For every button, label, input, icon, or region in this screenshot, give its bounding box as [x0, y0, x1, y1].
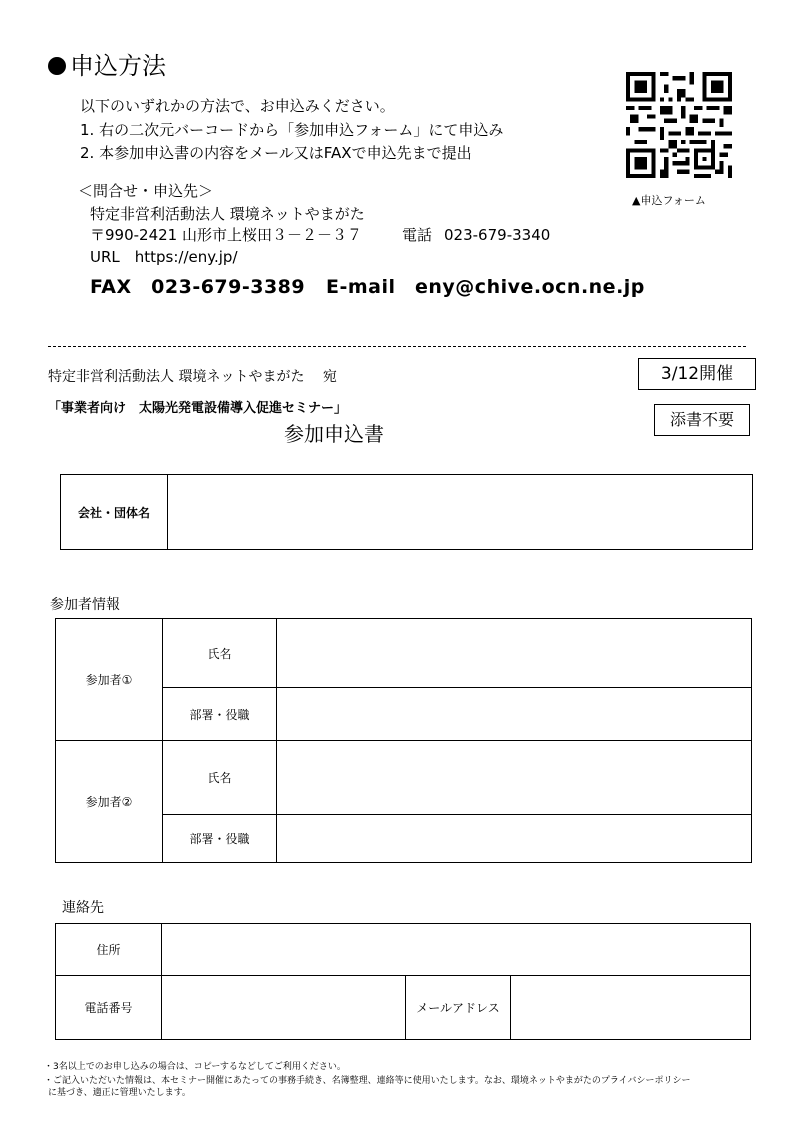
bullet-dot-icon: [48, 57, 66, 75]
participant-1-name-field[interactable]: [277, 619, 752, 688]
qr-caption: ▲申込フォーム: [632, 194, 706, 207]
company-table: [60, 474, 753, 550]
contact-phone: 023-679-3340: [444, 226, 551, 244]
participants-heading: 参加者情報: [50, 597, 120, 613]
note-privacy-cont: に基づき、適正に管理いたします。: [48, 1088, 191, 1098]
form-addressee: 特定非営利活動法人 環境ネットやまがた 宛: [48, 369, 337, 385]
contact-info-table: [55, 923, 751, 1040]
contact-fax: FAX 023-679-3389: [90, 276, 306, 298]
contact-heading: ＜問合せ・申込先＞: [78, 182, 214, 200]
cover-letter-badge: 添書不要: [654, 404, 750, 436]
contact-url[interactable]: URL https://eny.jp/: [90, 248, 238, 266]
seminar-name: 「事業者向け 太陽光発電設備導入促進セミナー」: [48, 401, 348, 416]
phone-number-field[interactable]: [162, 976, 406, 1040]
contact-address: 〒990-2421 山形市上桜田３－２－３７ 電話 023-679-3340: [90, 226, 551, 244]
participant-1-dept-label: 部署・役職: [163, 688, 277, 741]
company-name-field[interactable]: [168, 475, 753, 550]
participants-table: [55, 618, 752, 863]
cut-line-divider: [48, 346, 746, 347]
email-address-label: メールアドレス: [406, 976, 511, 1040]
note-copy: ・3名以上でのお申し込みの場合は、コピーするなどしてご利用ください。: [44, 1062, 346, 1072]
note-privacy: ・ご記入いただいた情報は、本セミナー開催にあたっての事務手続き、名簿整理、連絡等に使用いたします。なお、環境ネットやまがたのプライバシーポリシー: [44, 1076, 691, 1086]
participant-1-dept-field[interactable]: [277, 688, 752, 741]
participant-1-name-label: 氏名: [163, 619, 277, 688]
participant-2-name-label: 氏名: [163, 741, 277, 815]
contact-phone-label: 電話: [402, 226, 433, 244]
company-label: 会社・団体名: [61, 475, 168, 550]
phone-number-label: 電話番号: [56, 976, 162, 1040]
contact-org: 特定非営利活動法人 環境ネットやまがた: [90, 205, 365, 223]
method-intro: 以下のいずれかの方法で、お申込みください。: [80, 97, 395, 115]
email-address-field[interactable]: [511, 976, 751, 1040]
participant-2-dept-label: 部署・役職: [163, 815, 277, 863]
date-badge: 3/12開催: [638, 358, 756, 390]
address-label: 住所: [56, 924, 162, 976]
contact-info-heading: 連絡先: [62, 900, 104, 916]
qr-code-icon[interactable]: [626, 72, 732, 178]
participant-2-name-field[interactable]: [277, 741, 752, 815]
participant-1-label: 参加者①: [56, 619, 163, 741]
address-field[interactable]: [162, 924, 751, 976]
participant-2-dept-field[interactable]: [277, 815, 752, 863]
form-title: 参加申込書: [284, 422, 384, 446]
contact-email[interactable]: E-mail eny@chive.ocn.ne.jp: [326, 276, 645, 298]
method-step-1: 1. 右の二次元バーコードから「参加申込フォーム」にて申込み: [80, 121, 504, 139]
participant-2-label: 参加者②: [56, 741, 163, 863]
method-heading: 申込方法: [48, 46, 166, 81]
method-step-2: 2. 本参加申込書の内容をメール又はFAXで申込先まで提出: [80, 144, 472, 162]
